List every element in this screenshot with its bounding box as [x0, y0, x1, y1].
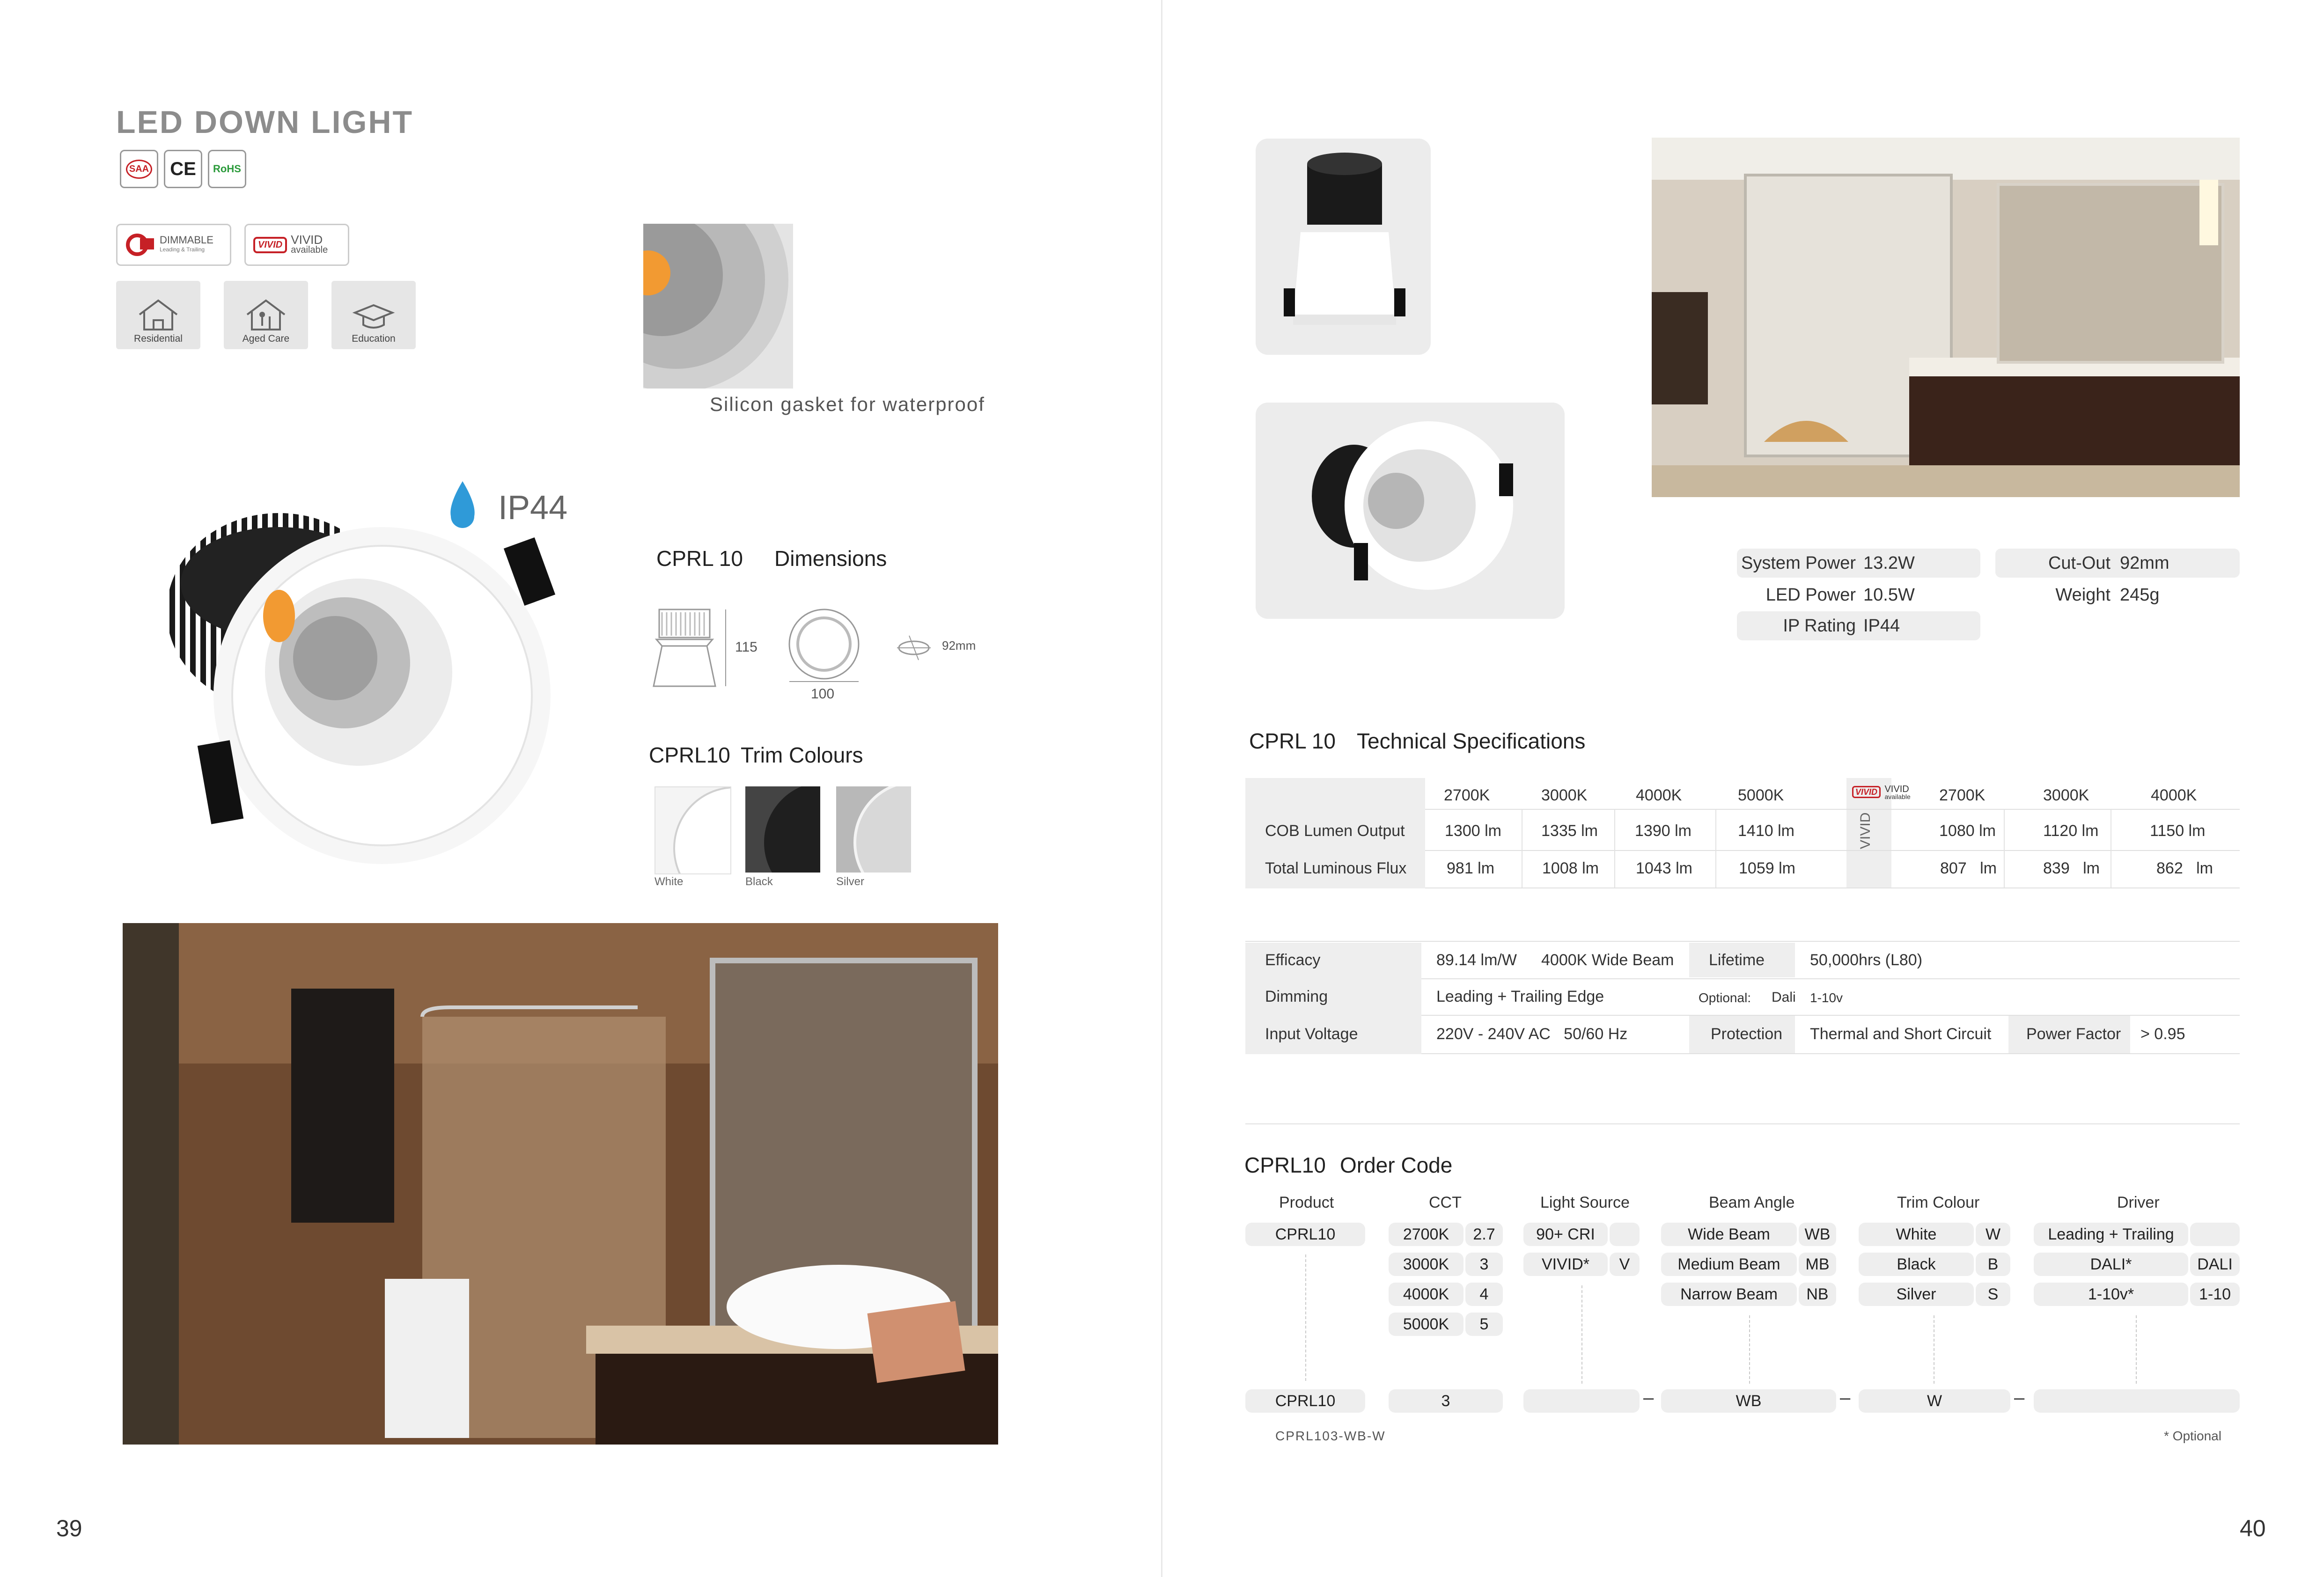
order-cct-option: 2700K	[1389, 1223, 1464, 1246]
order-cct-option: 3000K	[1389, 1253, 1464, 1276]
order-driver-option: DALI*	[2034, 1253, 2188, 1276]
tech-cell: 807 lm	[1940, 859, 1997, 877]
tech-cell: 862 lm	[2156, 859, 2213, 877]
tech-cell: 1008 lm	[1542, 859, 1599, 877]
tech-cell: 1390 lm	[1635, 822, 1692, 840]
dimension-height: 115	[735, 639, 758, 655]
dimmable-label: DIMMABLE	[160, 234, 213, 246]
bathroom-interior-photo	[1652, 138, 2240, 497]
tech-header-2700k: 2700K	[1444, 786, 1490, 804]
protection-label: Protection	[1711, 1025, 1783, 1043]
dimension-front-drawing	[787, 607, 861, 686]
page-number-right: 40	[2240, 1515, 2266, 1541]
tech-row-label: Total Luminous Flux	[1265, 859, 1407, 877]
order-beam-option: Medium Beam	[1661, 1253, 1797, 1276]
order-dash: –	[1643, 1387, 1654, 1408]
ip-rating-label: IP44	[498, 489, 568, 527]
tech-vivid-badge	[1852, 785, 1911, 800]
bathroom-photo	[123, 923, 998, 1445]
tech-vivid-header-3000k: 3000K	[2043, 786, 2089, 804]
order-col-trim: Trim Colour	[1897, 1194, 1980, 1211]
saa-cert-icon: SAA	[120, 150, 158, 188]
tech-row-rule	[1425, 850, 2240, 851]
tech-vline	[1614, 809, 1615, 888]
order-dash: –	[1840, 1387, 1851, 1408]
order-connector	[1305, 1254, 1306, 1381]
trim-label-white: White	[655, 875, 684, 888]
page-number-left: 39	[56, 1515, 82, 1541]
tech-cell: 1410 lm	[1738, 822, 1794, 840]
spec-led-power: LED Power 10.5W	[1765, 585, 1915, 605]
order-driver-code: DALI	[2190, 1253, 2240, 1276]
rohs-cert-icon: RoHS	[208, 150, 246, 188]
order-example-beam: WB	[1661, 1389, 1836, 1413]
tech-cell: 1043 lm	[1636, 859, 1692, 877]
order-cct-code: 2.7	[1465, 1223, 1503, 1246]
tech-row-label: COB Lumen Output	[1265, 822, 1405, 840]
order-cct-option: 5000K	[1389, 1313, 1464, 1336]
optional-dali: Dali	[1772, 990, 1796, 1005]
order-trim-code: B	[1976, 1253, 2010, 1276]
pf-label: Power Factor	[2026, 1025, 2121, 1043]
order-separator	[1245, 1123, 2240, 1124]
order-heading: Order Code	[1340, 1153, 1453, 1177]
tech-vivid-header-2700k: 2700K	[1939, 786, 1986, 804]
trim-swatch-black	[745, 786, 820, 873]
order-cct-code: 5	[1465, 1313, 1503, 1336]
vivid-label: VIVID	[1884, 784, 1909, 794]
tech-vivid-side-label: VIVID	[1858, 812, 1873, 849]
gasket-closeup-image	[643, 224, 793, 389]
order-trim-option: Silver	[1859, 1283, 1974, 1306]
optional-note: * Optional	[2164, 1429, 2221, 1443]
product-side-image	[1256, 139, 1431, 355]
general-rule	[1421, 978, 2240, 979]
order-example-code: CPRL103-WB-W	[1275, 1429, 1386, 1443]
trim-swatch-silver	[836, 786, 911, 873]
product-angle-image	[1256, 403, 1565, 619]
tech-cell: 1080 lm	[1939, 822, 1996, 840]
order-cct-option: 4000K	[1389, 1283, 1464, 1306]
lifetime-value: 50,000hrs (L80)	[1810, 951, 1923, 969]
efficacy-label: Efficacy	[1265, 951, 1321, 969]
order-connector	[1581, 1285, 1582, 1384]
vivid-badge	[244, 224, 349, 266]
general-rule	[1421, 1015, 2240, 1016]
protection-value: Thermal and Short Circuit	[1810, 1025, 1992, 1043]
order-light-source-code	[1610, 1223, 1640, 1246]
dimensions-model: CPRL 10	[656, 546, 743, 571]
voltage-value: 220V - 240V AC 50/60 Hz	[1436, 1025, 1628, 1043]
dimension-diameter: 100	[811, 686, 835, 702]
order-example-trim: W	[1859, 1389, 2010, 1413]
order-beam-code: WB	[1799, 1223, 1836, 1246]
order-trim-code: W	[1976, 1223, 2010, 1246]
order-cct-code: 3	[1465, 1253, 1503, 1276]
order-light-source-code: V	[1610, 1253, 1640, 1276]
order-driver-option: 1-10v*	[2034, 1283, 2188, 1306]
order-col-light-source: Light Source	[1540, 1194, 1630, 1211]
order-dash: –	[2014, 1387, 2025, 1408]
gasket-caption: Silicon gasket for waterproof	[710, 393, 985, 415]
order-connector	[2136, 1315, 2137, 1384]
tech-vivid-header-4000k: 4000K	[2151, 786, 2197, 804]
ce-cert-icon: CE	[164, 150, 202, 188]
order-cct-code: 4	[1465, 1283, 1503, 1306]
order-light-source-option: 90+ CRI	[1523, 1223, 1608, 1246]
dimmable-icon	[124, 232, 157, 258]
order-model: CPRL10	[1244, 1153, 1326, 1177]
tech-cell: 1150 lm	[2150, 822, 2206, 840]
order-driver-code	[2190, 1223, 2240, 1246]
order-connector	[1749, 1315, 1750, 1384]
vivid-label: VIVID	[291, 233, 323, 247]
tech-model: CPRL 10	[1249, 729, 1336, 753]
trim-heading: Trim Colours	[741, 743, 863, 767]
order-product: CPRL10	[1245, 1223, 1365, 1246]
order-trim-option: White	[1859, 1223, 1974, 1246]
vivid-sublabel: available	[1884, 793, 1911, 800]
spec-cut-out: Cut-Out 92mm	[1995, 549, 2240, 578]
usecase-residential: Residential	[116, 281, 200, 349]
voltage-label: Input Voltage	[1265, 1025, 1358, 1043]
order-example-light-source	[1523, 1389, 1640, 1413]
dimming-label: Dimming	[1265, 988, 1328, 1005]
tech-heading: Technical Specifications	[1357, 729, 1586, 753]
order-trim-code: S	[1976, 1283, 2010, 1306]
aged-care-icon	[243, 296, 289, 333]
order-col-cct: CCT	[1429, 1194, 1462, 1211]
efficacy-value: 89.14 lm/W	[1436, 951, 1517, 969]
tech-cell: 981 lm	[1447, 859, 1495, 877]
usecase-education: Education	[331, 281, 416, 349]
tech-header-3000k: 3000K	[1541, 786, 1588, 804]
order-beam-code: MB	[1799, 1253, 1836, 1276]
trim-model: CPRL10	[649, 743, 730, 767]
spec-weight: Weight 245g	[2055, 585, 2160, 605]
order-example-cct: 3	[1389, 1389, 1503, 1413]
page-divider	[1161, 0, 1162, 1577]
house-icon	[135, 296, 182, 333]
graduation-cap-icon	[350, 296, 397, 333]
tech-header-4000k: 4000K	[1636, 786, 1682, 804]
tech-vline	[1715, 809, 1716, 888]
spec-system-power: System Power 13.2W	[1737, 549, 1980, 578]
order-beam-code: NB	[1799, 1283, 1836, 1306]
dimension-cutout: 92mm	[942, 638, 976, 653]
lifetime-label: Lifetime	[1709, 951, 1765, 969]
vivid-logo-icon: VIVID	[1852, 786, 1881, 798]
tech-header-5000k: 5000K	[1738, 786, 1784, 804]
optional-label: Optional:	[1699, 990, 1751, 1005]
pf-value: > 0.95	[2140, 1025, 2185, 1043]
order-example-product: CPRL10	[1245, 1389, 1365, 1413]
tech-cell: 839 lm	[2043, 859, 2100, 877]
order-beam-option: Narrow Beam	[1661, 1283, 1797, 1306]
tech-cell: 1300 lm	[1445, 822, 1501, 840]
trim-label-silver: Silver	[836, 875, 865, 888]
order-example-driver	[2034, 1389, 2240, 1413]
order-col-product: Product	[1279, 1194, 1334, 1211]
downlight-product-image	[139, 471, 583, 864]
dimming-value: Leading + Trailing Edge	[1436, 988, 1604, 1005]
order-col-beam: Beam Angle	[1709, 1194, 1795, 1211]
order-trim-option: Black	[1859, 1253, 1974, 1276]
tech-cell: 1335 lm	[1541, 822, 1598, 840]
order-driver-code: 1-10	[2190, 1283, 2240, 1306]
order-light-source-option: VIVID*	[1523, 1253, 1608, 1276]
vivid-logo-icon: VIVID	[253, 237, 287, 253]
dimmable-sublabel: Leading & Trailing	[160, 246, 205, 253]
general-rule	[1421, 1053, 2240, 1054]
tech-cell: 1120 lm	[2043, 822, 2099, 840]
water-drop-icon	[449, 477, 486, 533]
usecase-aged-care: Aged Care	[224, 281, 308, 349]
vivid-sublabel: available	[291, 245, 328, 255]
order-driver-option: Leading + Trailing	[2034, 1223, 2188, 1246]
trim-label-black: Black	[745, 875, 773, 888]
trim-swatch-white	[655, 786, 731, 874]
dimensions-heading: Dimensions	[774, 546, 887, 571]
tech-header-rule	[1425, 809, 2240, 810]
page-title: LED DOWN LIGHT	[116, 104, 414, 140]
general-top-rule	[1245, 941, 2240, 942]
order-beam-option: Wide Beam	[1661, 1223, 1797, 1246]
optional-1-10v: 1-10v	[1810, 990, 1843, 1005]
dimmable-badge	[116, 224, 231, 266]
order-col-driver: Driver	[2117, 1194, 2160, 1211]
efficacy-note: 4000K Wide Beam	[1541, 951, 1674, 969]
tech-cell: 1059 lm	[1739, 859, 1795, 877]
cutout-icon	[895, 634, 933, 662]
tech-vline	[2004, 809, 2005, 888]
spec-ip-rating: IP Rating IP44	[1737, 611, 1980, 640]
